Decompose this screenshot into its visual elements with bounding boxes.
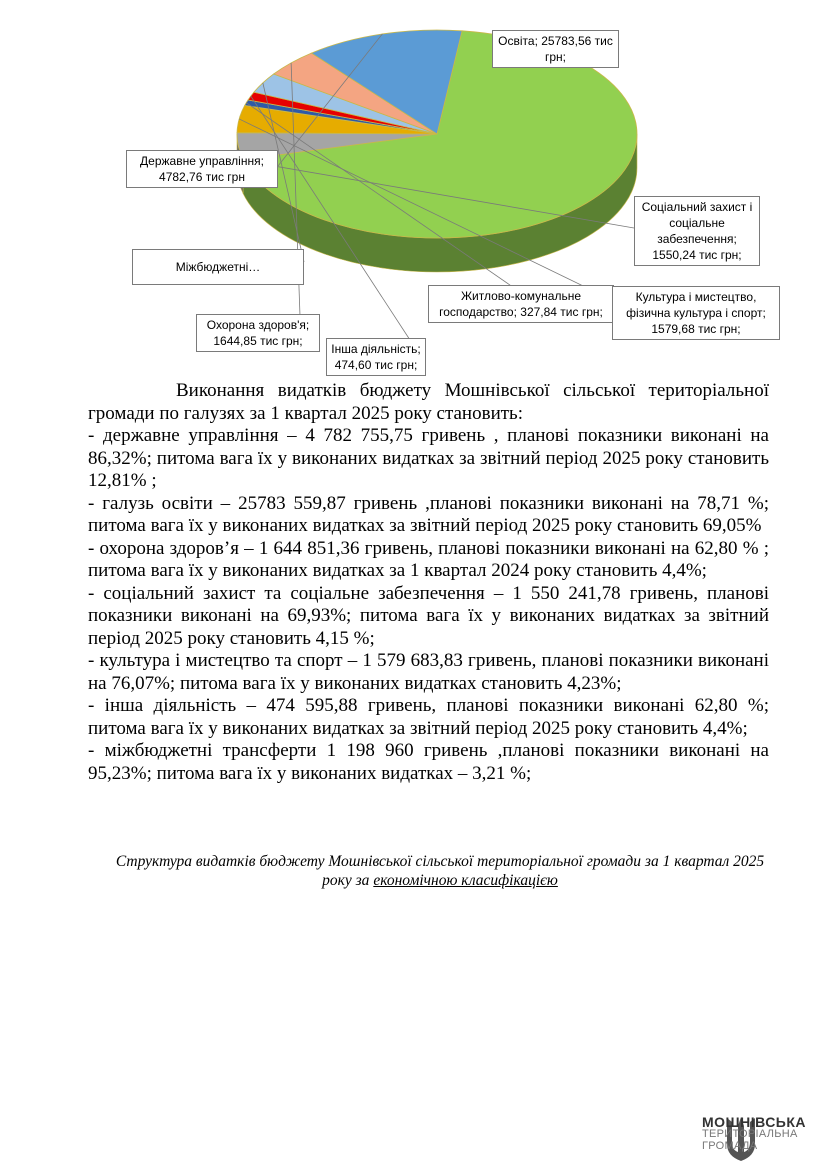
callout-sotsialnyi-line4: 1550,24 тис грн; (652, 248, 742, 262)
logo-line2: ТЕРИТОРІАЛЬНА (702, 1128, 798, 1140)
logo-line1: МОШНІВСЬКА (702, 1114, 807, 1130)
callout-insha-line1: Інша діяльність; (331, 342, 421, 356)
item-osvita: - галузь освіти – 25783 559,87 гривень ,планові показники виконані на 78,71 %; питома вага їх у виконаних видатках за звітний період 2025 року становить 69,05% (88, 492, 769, 536)
item-kultura: - культура і мистецтво та спорт – 1 579 683,83 гривень, планові показники виконані на 76,07%; питома вага їх у виконаних видатках становить 4,23%; (88, 650, 769, 694)
callout-okhorona (196, 314, 320, 352)
callout-zhytlovo-line1: Житлово-комунальне (460, 289, 582, 303)
callout-insha-line2: 474,60 тис грн; (334, 358, 418, 372)
callout-mizhbiudzhetni-line1: Міжбюджетні… (175, 260, 261, 274)
caption-text: Структура видатків бюджету Мошнівської сільської територіальної громади за 1 квартал 2025 року за (115, 853, 765, 889)
figure-caption (110, 852, 770, 890)
callout-kultura-line2: фізична культура і спорт; (626, 306, 766, 320)
callout-okhorona-line2: 1644,85 тис грн; (213, 334, 303, 348)
callout-sotsialnyi (634, 196, 760, 266)
logo-line3: ГРОМАДА (702, 1140, 758, 1152)
callout-sotsialnyi-line3: забезпечення; (657, 232, 737, 246)
report-body (88, 380, 769, 785)
callout-derzhavne (126, 150, 278, 188)
callout-kultura-line3: 1579,68 тис грн; (651, 322, 741, 336)
callout-derzhavne-line1: Державне управління; (140, 154, 264, 168)
item-sotsialnyi-zakhyst: - соціальний захист та соціальне забезпечення – 1 550 241,78 гривень, планові показники виконані на 69,93%; питома вага їх у виконаних видатках за звітний період 2025 року становить 4,15 %; (88, 582, 769, 649)
item-insha-diialnist: - інша діяльність – 474 595,88 гривень, планові показники виконані 62,80 %; питома вага їх у виконаних видатках за звітний період 2025 року становить 4,4%; (88, 695, 769, 739)
intro-paragraph: Виконання видатків бюджету Мошнівської сільської територіальної громади по галузях за 1 квартал 2025 року становить: (88, 380, 769, 424)
callout-osvita (492, 30, 619, 68)
callout-insha (326, 338, 426, 376)
callout-mizhbiudzhetni (132, 249, 304, 285)
caption-link[interactable]: економічною класифікацією (373, 872, 558, 889)
callout-osvita-line1: Освіта; 25783,56 тис (498, 34, 613, 48)
callout-okhorona-line1: Охорона здоров'я; (206, 318, 310, 332)
item-okhorona-zdorovia: - охорона здоров’я – 1 644 851,36 гривень, планові показники виконані на 62,80 % ; питома вага їх у виконаних видатках за 1 квартал 2024 року становить 4,4%; (88, 537, 769, 581)
callout-kultura-line1: Культура і мистецтво, (635, 290, 757, 304)
callout-sotsialnyi-line1: Соціальний захист і (641, 200, 753, 214)
callout-zhytlovo-line2: господарство; 327,84 тис грн; (439, 305, 603, 319)
callout-zhytlovo (428, 285, 614, 323)
callout-sotsialnyi-line2: соціальне (669, 216, 725, 230)
item-derzhavne-upravlinnia: - державне управління – 4 782 755,75 гривень , планові показники виконані на 86,32%; питома вага їх у виконаних видатках за звітний період 2025 року становить 12,81% ; (88, 425, 769, 491)
item-mizhbiudzhetni: - міжбюджетні трансферти 1 198 960 гривень ,планові показники виконані на 95,23%; питома вага їх у виконаних видатках – 3,21 %; (88, 740, 769, 784)
logo-wordmark (702, 1116, 806, 1152)
callout-kultura (612, 286, 780, 340)
callout-osvita-line2: грн; (544, 50, 566, 64)
callout-derzhavne-line2: 4782,76 тис грн (159, 170, 245, 184)
